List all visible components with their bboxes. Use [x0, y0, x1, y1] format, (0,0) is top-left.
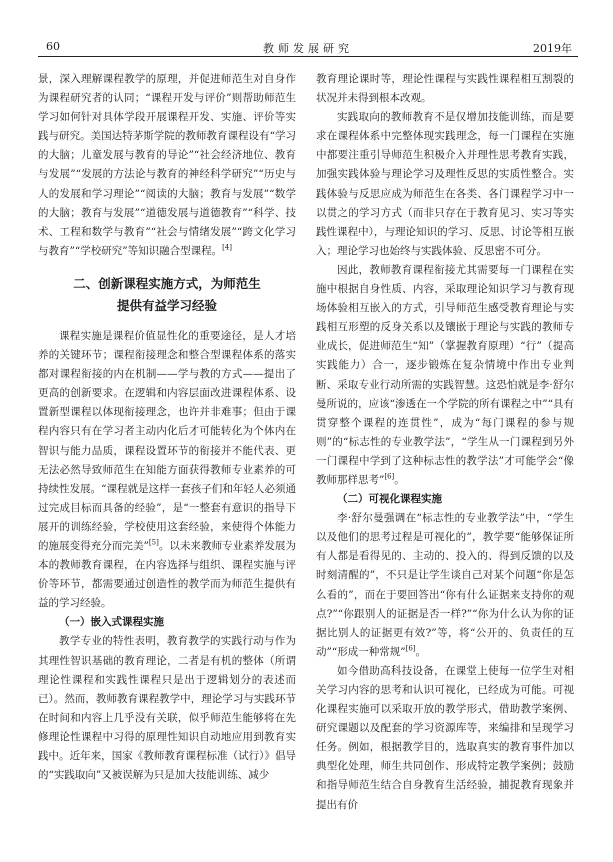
journal-title: 教师发展研究: [263, 42, 353, 55]
paragraph: [316, 261, 574, 490]
paragraph: 教学专业的特性表明，教育教学的实践行动与作为其理性智识基础的教育理论，二者是有机的整体（所谓理论性课程和实践性课程只是出于逻辑划分的表述而已）。然而，教师教育课程教学中，理论学习与实践环节在时间和内容上几乎没有关联，似乎师范生能够将在先修理论性课程中习得的原理性知识自动地应用到教育实践中。近年来，国家《教师教育课程标准（试行）》倡导的“实践取向”又被误解为只是加大技能训练、减少: [38, 635, 296, 782]
page-number: 60: [46, 40, 60, 53]
paragraph-text: 。以未来教师专业素养发展为本的教师教育课程，在内容选择与组织、课程实施与评价等环节，都需要通过创造性的教学而为师范生提供有益的学习经验。: [38, 539, 296, 610]
paragraph: 如今借助高科技设备，在课堂上使每一位学生对相关学习内容的思考和认识可视化，已经成为可能。可视化课程实施可以采取开放的教学形式，借助教学案例、研究课题以及配套的学习资源库等，来编排和呈现学习任务。例如，根据教学目的，选取真实的教育事件加以典型化处理，师生共同创作、形成特定教学案例；鼓励和指导师范生结合自身教育生活经验，捕捉教育现象并提出有价: [316, 664, 574, 811]
paragraph-text: 景，深入理解课程教学的原理，并促进师范生对自身作为课程研究者的认同；“课程开发与评价”则帮助师范生学习如何针对具体学段开展课程开发、实施、评价等实践与研究。美国达特茅斯学院的教师教育课程设有“学习的大脑；儿童发展与教育的导论”“社会经济地位、教育与发展”“发展的方法论与教育的神经科学研究”“历史与人的发展和学习理论”“阅读的大脑；教育与发展”“数学的大脑；教育与发展”“道德发展与道德教育”“科学、技术、工程和数学与教育”“社会与情绪发展”“跨文化学习与教育”“学校研究”等知识融合型课程。: [38, 73, 296, 257]
paragraph-text: 。: [394, 473, 405, 486]
left-column: [38, 70, 296, 848]
right-column: [316, 70, 574, 848]
paragraph-text: 李·舒尔曼强调在“标志性的专业教学法”中，“学生以及他们的思考过程是可视化的”，教学要“能够保证所有人都是看得见的、主动的、投入的、得到反馈的以及时刻清醒的”，不只是让学生谈自己对某个问题“你是怎么看的”，而在于要回答出“你有什么证据来支持你的观点?”“你跟别人的证据是否一样?”“你为什么认为你的证据比别人的证据更有效?”等，将“公开的、负责任的互动”“形成一种常规”: [316, 512, 574, 658]
section-heading-line: 二、创新课程实施方式，为师范生: [73, 275, 261, 291]
paragraph: [38, 327, 296, 613]
section-heading-line: 提供有益学习经验: [116, 297, 217, 313]
publication-year: 2019年: [533, 42, 572, 55]
paragraph: 实践取向的教师教育不是仅增加技能训练，而是要求在课程体系中完整体现实践理念，每一门课程在实施中都要注重引导师范生积极介入并理性思考教育实践，加强实践体验与理论学习及理性反思的实质性整合。实践体验与反思应成为师范生在各类、各门课程学习中一以贯之的学习方式（而非只存在于教育见习、实习等实践性课程中），与理论知识的学习、反思、讨论等相互嵌入；理论学习也始终与实践体验、反思密不可分。: [316, 111, 574, 257]
subsection-heading: （一）嵌入式课程实施: [59, 616, 164, 629]
paragraph-text: 。: [415, 645, 427, 658]
citation-ref: [6]: [384, 472, 395, 481]
running-header: [38, 38, 578, 57]
subsection-heading: （二）可视化课程实施: [337, 493, 442, 506]
paragraph-text: 因此，教师教育课程衔接尤其需要每一门课程在实施中根据自身性质、内容，采取理论知识学习与教育现场体验相互嵌入的方式，引导师范生感受教育理论与实践相互形塑的反身关系以及镶嵌于理论与实践的教师专业成长，促进师范生“知”（掌握教育原理）“行”（提高实践能力）合一，逐步锻炼在复杂情境中作出专业判断、采取专业行动所需的实践智慧。这恐怕就是李·舒尔曼所说的，应该“渗透在一个学院的所有课程之中”“具有贯穿整个课程的连贯性”，成为“每门课程的参与规则”的“标志性的专业教学法”，“学生从一门课程到另外一门课程中学到了这种标志性的教学法”才可能学会“像教师那样思考”: [316, 263, 574, 486]
paragraph-text: 课程实施是课程价值显性化的重要途径，是人才培养的关键环节；课程衔接理念和整合型课程体系的落实都对课程衔接的内在机制——学与教的方式——提出了更高的创新要求。在逻辑和内容层面改进课程体系、设置新型课程以体现衔接理念，也许并非难事；但由于课程内容只有在学习者主动内化后才可能转化为个体内在智识与能力品质，课程设置环节的衔接并不能代表、更无法必然导致师范生在知能方面获得教师专业素养的可持续性发展。“课程就是这样一套孩子们和年轻人必须通过完成目标而具备的经验”，是“一整套有意识的指导下展开的训练经验，学校使用这套经验，来使得个体能力的施展变得充分而完美”: [38, 329, 296, 552]
paragraph: 教育理论课时等，理论性课程与实践性课程相互割裂的状况并未得到根本改观。: [316, 73, 574, 105]
citation-ref: [4]: [222, 243, 233, 252]
paragraph: [316, 509, 574, 662]
paragraph: [38, 70, 296, 261]
citation-ref: [6]: [405, 644, 416, 653]
section-heading: [38, 273, 296, 317]
citation-ref: [5]: [148, 538, 159, 547]
